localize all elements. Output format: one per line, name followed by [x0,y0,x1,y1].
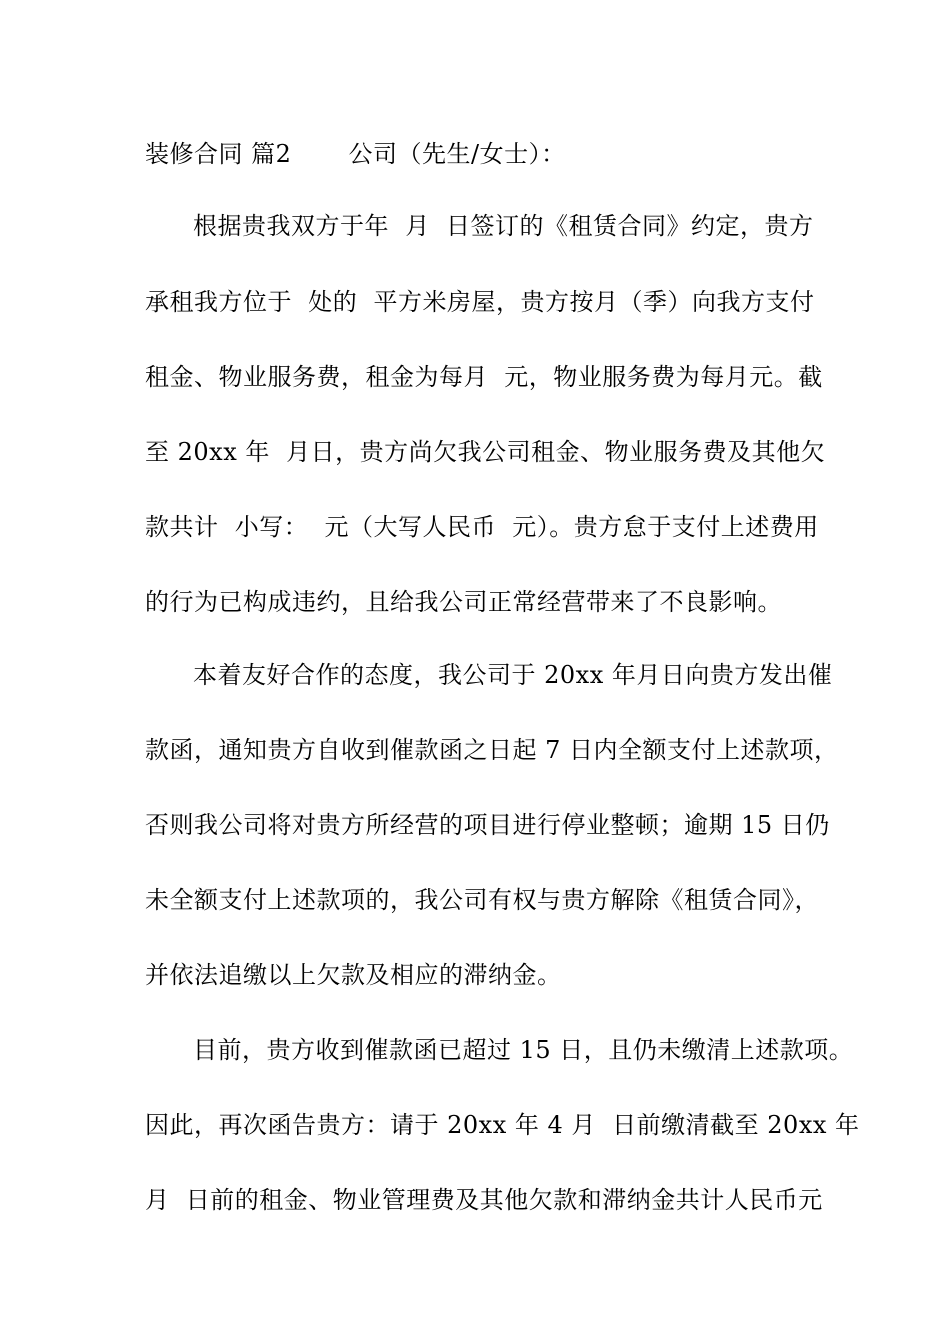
paragraph-1-line-5: 款共计 小写： 元（大写人民币 元）。贵方怠于支付上述费用 [145,513,819,541]
paragraph-1-line-6: 的行为已构成违约，且给我公司正常经营带来了不良影响。 [145,588,782,616]
paragraph-2-line-3: 否则我公司将对贵方所经营的项目进行停业整顿；逾期 15 日仍 [145,811,830,839]
paragraph-1-line-4: 至 20xx 年 月日，贵方尚欠我公司租金、物业服务费及其他欠 [145,438,826,466]
paragraph-2-line-2: 款函，通知贵方自收到催款函之日起 7 日内全额支付上述款项， [145,736,839,764]
paragraph-1-line-3: 租金、物业服务费，租金为每月 元，物业服务费为每月元。截 [145,363,823,391]
heading-line: 装修合同 篇2 公司（先生/女士）： [145,140,566,168]
paragraph-2-line-1: 本着友好合作的态度，我公司于 20xx 年月日向贵方发出催 [193,661,833,689]
paragraph-3-line-2: 因此，再次函告贵方：请于 20xx 年 4 月 日前缴清截至 20xx 年 [145,1111,860,1139]
paragraph-1-line-1: 根据贵我双方于年 月 日签订的《租赁合同》约定，贵方 [193,212,814,240]
paragraph-3-line-1: 目前，贵方收到催款函已超过 15 日，且仍未缴清上述款项。 [193,1036,854,1064]
paragraph-2-line-4: 未全额支付上述款项的，我公司有权与贵方解除《租赁合同》， [145,886,819,914]
paragraph-3-line-3: 月 日前的租金、物业管理费及其他欠款和滞纳金共计人民币元 [145,1186,823,1214]
paragraph-1-line-2: 承租我方位于 处的 平方米房屋，贵方按月（季）向我方支付 [145,288,815,316]
paragraph-2-line-5: 并依法追缴以上欠款及相应的滞纳金。 [145,961,562,989]
